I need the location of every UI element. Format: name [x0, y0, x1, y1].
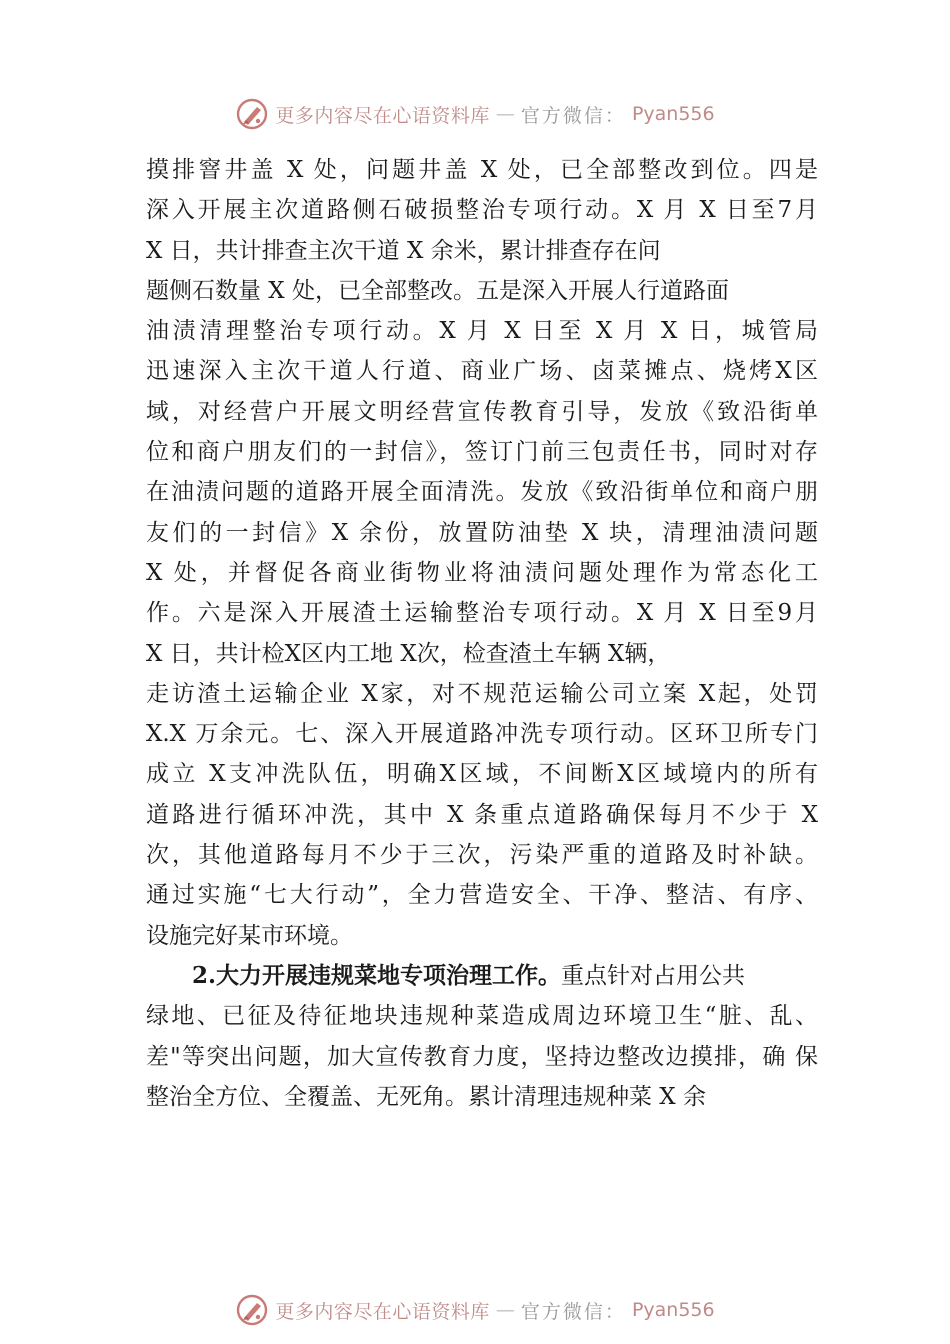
text-line: 绿地、已征及待征地块违规种菜造成周边环境卫生“脏、乱、: [146, 1003, 818, 1030]
text-line: 走访渣土运输企业 X家，对不规范运输公司立案 X起，处罚: [146, 680, 818, 707]
document-body: [146, 150, 818, 1117]
text-line: X 日，共计排查主次干道 X 余米，累计排查存在问: [146, 237, 661, 264]
footer-banner: [0, 1290, 950, 1330]
text-line: X 日，共计检X区内工地 X次，检查渣土车辆 X辆，: [146, 640, 671, 667]
banner-separator: —: [495, 103, 515, 125]
text-line: X 处，并督促各商业街物业将油渍问题处理作为常态化工: [146, 559, 818, 586]
banner-wechat-label: 官方微信：: [520, 1300, 626, 1323]
section-heading-rest: 重点针对占用公共: [561, 962, 746, 989]
banner-title: 更多内容尽在心语资料库: [275, 104, 490, 127]
banner-separator: —: [495, 1299, 515, 1321]
banner-title: 更多内容尽在心语资料库: [275, 1300, 490, 1323]
pen-logo-icon: [235, 1293, 269, 1327]
text-line: 友们的一封信》X 余份，放置防油垫 X 块，清理油渍问题: [146, 519, 818, 546]
text-line: 摸排窨井盖 X 处，问题井盖 X 处，已全部整改到位。四是: [146, 157, 818, 183]
section-heading-line: [146, 956, 818, 996]
text-line: X.X 万余元。七、深入开展道路冲洗专项行动。区环卫所专门: [146, 721, 818, 748]
header-banner: [0, 94, 950, 134]
text-line: 位和商户朋友们的一封信》，签订门前三包责任书，同时对存: [146, 439, 818, 466]
text-line: 次，其他道路每月不少于三次，污染严重的道路及时补缺。: [146, 842, 818, 869]
text-line: 迅速深入主次干道人行道、商业广场、卤菜摊点、烧烤X区: [146, 358, 818, 385]
text-line: 通过实施“七大行动”，全力营造安全、干净、整洁、有序、: [146, 882, 818, 909]
text-line: 设施完好某市环境。: [146, 922, 353, 949]
text-line: 成立 X支冲洗队伍，明确X区域，不间断X区域境内的所有: [146, 761, 818, 788]
text-line: 道路进行循环冲洗，其中 X 条重点道路确保每月不少于 X: [146, 801, 818, 828]
text-line: 题侧石数量 X 处，已全部整改。五是深入开展人行道路面: [146, 277, 729, 304]
text-line: 差"等突出问题，加大宣传教育力度，坚持边整改边摸排，确 保: [146, 1043, 818, 1070]
text-line: 作。六是深入开展渣土运输整治专项行动。X 月 X 日至9月: [146, 600, 818, 627]
section-heading: 2.大力开展违规菜地专项治理工作。: [192, 961, 562, 989]
text-line: 整治全方位、全覆盖、无死角。累计清理违规种菜 X 余: [146, 1083, 706, 1110]
text-line: 油渍清理整治专项行动。X 月 X 日至 X 月 X 日，城管局: [146, 318, 818, 345]
banner-wechat-handle: Pyan556: [631, 103, 715, 125]
text-line: 深入开展主次道路侧石破损整治专项行动。X 月 X 日至7月: [146, 197, 818, 224]
banner-wechat-label: 官方微信：: [520, 104, 626, 127]
text-line: 在油渍问题的道路开展全面清洗。发放《致沿街单位和商户朋: [146, 479, 818, 506]
text-line: 域，对经营户开展文明经营宣传教育引导，发放《致沿街单: [146, 398, 818, 425]
pen-logo-icon: [235, 97, 269, 131]
banner-wechat-handle: Pyan556: [631, 1299, 715, 1321]
